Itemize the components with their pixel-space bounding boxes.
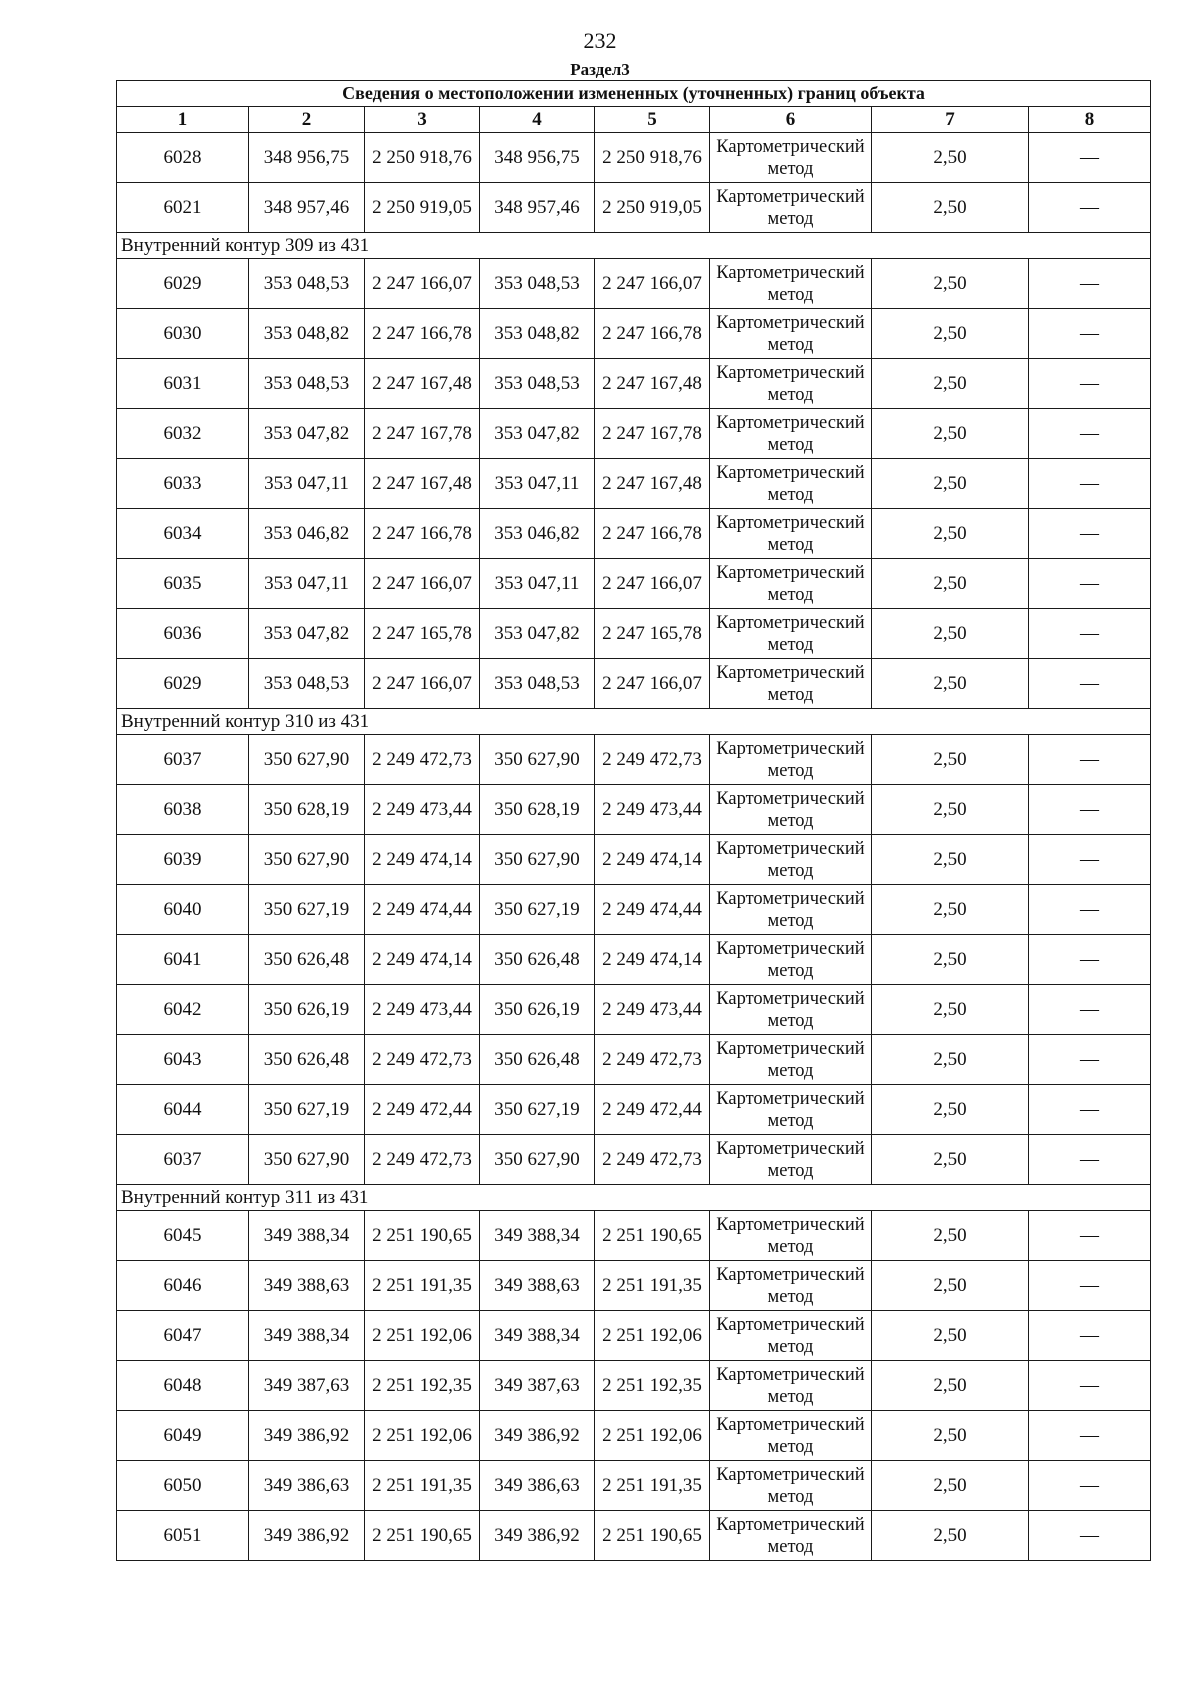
method-cell: Картометрический метод [710,409,872,459]
x-coordinate-cell: 349 388,34 [249,1311,365,1361]
x-coordinate-cell: 350 626,48 [249,935,365,985]
table-row [117,1035,1151,1085]
y-coordinate-cell: 2 251 190,65 [365,1511,480,1561]
y-coordinate-cell: 2 251 191,35 [595,1461,710,1511]
y-coordinate-cell: 2 249 474,44 [595,885,710,935]
table-row [117,359,1151,409]
table-row [117,309,1151,359]
table-row [117,559,1151,609]
x-coordinate-cell: 348 957,46 [249,183,365,233]
description-cell: — [1029,359,1151,409]
point-number-cell: 6045 [117,1211,249,1261]
accuracy-cell: 2,50 [872,1311,1029,1361]
table-row [117,1211,1151,1261]
y-coordinate-cell: 2 250 919,05 [365,183,480,233]
method-cell: Картометрический метод [710,1311,872,1361]
table-title: Сведения о местоположении измененных (уточненных) границ объекта [117,81,1151,107]
description-cell: — [1029,835,1151,885]
x-coordinate-cell: 353 047,82 [480,409,595,459]
x-coordinate-cell: 350 627,90 [249,1135,365,1185]
y-coordinate-cell: 2 251 190,65 [365,1211,480,1261]
contour-label: Внутренний контур 311 из 431 [117,1185,1151,1211]
accuracy-cell: 2,50 [872,659,1029,709]
description-cell: — [1029,1361,1151,1411]
y-coordinate-cell: 2 251 192,06 [365,1411,480,1461]
y-coordinate-cell: 2 249 474,14 [595,835,710,885]
accuracy-cell: 2,50 [872,785,1029,835]
accuracy-cell: 2,50 [872,1461,1029,1511]
x-coordinate-cell: 353 047,82 [480,609,595,659]
column-header: 2 [249,107,365,133]
y-coordinate-cell: 2 249 474,44 [365,885,480,935]
description-cell: — [1029,659,1151,709]
method-cell: Картометрический метод [710,459,872,509]
description-cell: — [1029,1261,1151,1311]
accuracy-cell: 2,50 [872,509,1029,559]
method-cell: Картометрический метод [710,1135,872,1185]
point-number-cell: 6047 [117,1311,249,1361]
page-number: 232 [583,28,617,53]
y-coordinate-cell: 2 247 166,78 [365,309,480,359]
table-row [117,133,1151,183]
y-coordinate-cell: 2 247 166,07 [365,259,480,309]
column-header: 8 [1029,107,1151,133]
x-coordinate-cell: 350 626,48 [480,935,595,985]
y-coordinate-cell: 2 247 165,78 [365,609,480,659]
x-coordinate-cell: 353 048,53 [480,259,595,309]
description-cell: — [1029,1035,1151,1085]
point-number-cell: 6046 [117,1261,249,1311]
accuracy-cell: 2,50 [872,133,1029,183]
y-coordinate-cell: 2 247 167,48 [365,359,480,409]
x-coordinate-cell: 349 388,34 [249,1211,365,1261]
method-cell: Картометрический метод [710,785,872,835]
point-number-cell: 6035 [117,559,249,609]
description-cell: — [1029,133,1151,183]
table-row [117,609,1151,659]
x-coordinate-cell: 353 047,82 [249,609,365,659]
method-cell: Картометрический метод [710,609,872,659]
method-cell: Картометрический метод [710,183,872,233]
table-row [117,1411,1151,1461]
column-header: 3 [365,107,480,133]
method-cell: Картометрический метод [710,559,872,609]
accuracy-cell: 2,50 [872,609,1029,659]
description-cell: — [1029,885,1151,935]
method-cell: Картометрический метод [710,935,872,985]
table-row [117,835,1151,885]
y-coordinate-cell: 2 251 192,06 [595,1311,710,1361]
x-coordinate-cell: 349 388,63 [480,1261,595,1311]
point-number-cell: 6031 [117,359,249,409]
x-coordinate-cell: 353 047,11 [249,559,365,609]
point-number-cell: 6029 [117,259,249,309]
point-number-cell: 6042 [117,985,249,1035]
point-number-cell: 6051 [117,1511,249,1561]
method-cell: Картометрический метод [710,1085,872,1135]
contour-header-row [117,709,1151,735]
description-cell: — [1029,309,1151,359]
y-coordinate-cell: 2 249 472,44 [365,1085,480,1135]
method-cell: Картометрический метод [710,359,872,409]
x-coordinate-cell: 350 627,19 [480,1085,595,1135]
y-coordinate-cell: 2 247 166,78 [595,509,710,559]
point-number-cell: 6029 [117,659,249,709]
x-coordinate-cell: 350 628,19 [480,785,595,835]
point-number-cell: 6048 [117,1361,249,1411]
accuracy-cell: 2,50 [872,459,1029,509]
y-coordinate-cell: 2 251 192,06 [595,1411,710,1461]
x-coordinate-cell: 353 048,82 [480,309,595,359]
x-coordinate-cell: 350 627,90 [480,835,595,885]
x-coordinate-cell: 353 047,82 [249,409,365,459]
contour-header-row [117,233,1151,259]
method-cell: Картометрический метод [710,259,872,309]
x-coordinate-cell: 349 386,92 [480,1511,595,1561]
table-row [117,785,1151,835]
description-cell: — [1029,1085,1151,1135]
x-coordinate-cell: 349 388,63 [249,1261,365,1311]
accuracy-cell: 2,50 [872,1511,1029,1561]
x-coordinate-cell: 349 388,34 [480,1311,595,1361]
y-coordinate-cell: 2 247 167,48 [595,459,710,509]
accuracy-cell: 2,50 [872,1211,1029,1261]
y-coordinate-cell: 2 249 473,44 [595,785,710,835]
x-coordinate-cell: 349 386,63 [480,1461,595,1511]
x-coordinate-cell: 350 626,19 [249,985,365,1035]
point-number-cell: 6041 [117,935,249,985]
point-number-cell: 6028 [117,133,249,183]
method-cell: Картометрический метод [710,1261,872,1311]
x-coordinate-cell: 349 386,92 [249,1511,365,1561]
point-number-cell: 6037 [117,1135,249,1185]
description-cell: — [1029,559,1151,609]
x-coordinate-cell: 350 627,90 [249,735,365,785]
x-coordinate-cell: 353 046,82 [480,509,595,559]
accuracy-cell: 2,50 [872,935,1029,985]
method-cell: Картометрический метод [710,133,872,183]
x-coordinate-cell: 349 387,63 [249,1361,365,1411]
table-row [117,183,1151,233]
table-row [117,1311,1151,1361]
y-coordinate-cell: 2 247 167,78 [595,409,710,459]
x-coordinate-cell: 350 627,90 [480,735,595,785]
x-coordinate-cell: 350 627,19 [249,885,365,935]
point-number-cell: 6040 [117,885,249,935]
accuracy-cell: 2,50 [872,309,1029,359]
table-row [117,409,1151,459]
description-cell: — [1029,785,1151,835]
point-number-cell: 6050 [117,1461,249,1511]
x-coordinate-cell: 353 048,53 [480,359,595,409]
x-coordinate-cell: 348 956,75 [249,133,365,183]
boundary-coordinates-table [116,80,1151,1561]
table-header-row [117,107,1151,133]
description-cell: — [1029,1461,1151,1511]
y-coordinate-cell: 2 249 472,73 [365,1035,480,1085]
method-cell: Картометрический метод [710,1035,872,1085]
accuracy-cell: 2,50 [872,735,1029,785]
section-title: Раздел3 [570,60,630,79]
y-coordinate-cell: 2 247 166,78 [595,309,710,359]
y-coordinate-cell: 2 249 472,73 [365,735,480,785]
x-coordinate-cell: 349 386,63 [249,1461,365,1511]
x-coordinate-cell: 353 047,11 [480,559,595,609]
accuracy-cell: 2,50 [872,559,1029,609]
accuracy-cell: 2,50 [872,1085,1029,1135]
column-header: 4 [480,107,595,133]
method-cell: Картометрический метод [710,885,872,935]
accuracy-cell: 2,50 [872,1035,1029,1085]
point-number-cell: 6038 [117,785,249,835]
y-coordinate-cell: 2 251 191,35 [365,1461,480,1511]
y-coordinate-cell: 2 251 191,35 [365,1261,480,1311]
point-number-cell: 6036 [117,609,249,659]
x-coordinate-cell: 348 957,46 [480,183,595,233]
x-coordinate-cell: 353 047,11 [480,459,595,509]
x-coordinate-cell: 353 047,11 [249,459,365,509]
method-cell: Картометрический метод [710,735,872,785]
contour-label: Внутренний контур 310 из 431 [117,709,1151,735]
method-cell: Картометрический метод [710,659,872,709]
y-coordinate-cell: 2 250 918,76 [365,133,480,183]
description-cell: — [1029,609,1151,659]
accuracy-cell: 2,50 [872,1361,1029,1411]
x-coordinate-cell: 350 626,19 [480,985,595,1035]
point-number-cell: 6021 [117,183,249,233]
x-coordinate-cell: 350 628,19 [249,785,365,835]
accuracy-cell: 2,50 [872,885,1029,935]
x-coordinate-cell: 350 627,19 [480,885,595,935]
description-cell: — [1029,409,1151,459]
method-cell: Картометрический метод [710,985,872,1035]
table-row [117,1261,1151,1311]
x-coordinate-cell: 353 048,53 [249,259,365,309]
y-coordinate-cell: 2 247 166,78 [365,509,480,559]
accuracy-cell: 2,50 [872,259,1029,309]
y-coordinate-cell: 2 249 474,14 [595,935,710,985]
x-coordinate-cell: 353 048,82 [249,309,365,359]
method-cell: Картометрический метод [710,835,872,885]
table-row [117,885,1151,935]
y-coordinate-cell: 2 249 473,44 [595,985,710,1035]
contour-label: Внутренний контур 309 из 431 [117,233,1151,259]
y-coordinate-cell: 2 249 473,44 [365,785,480,835]
description-cell: — [1029,1511,1151,1561]
table-row [117,259,1151,309]
y-coordinate-cell: 2 251 192,35 [595,1361,710,1411]
point-number-cell: 6032 [117,409,249,459]
x-coordinate-cell: 348 956,75 [480,133,595,183]
y-coordinate-cell: 2 251 190,65 [595,1511,710,1561]
x-coordinate-cell: 350 627,19 [249,1085,365,1135]
description-cell: — [1029,1211,1151,1261]
y-coordinate-cell: 2 247 166,07 [595,559,710,609]
y-coordinate-cell: 2 247 165,78 [595,609,710,659]
table-row [117,735,1151,785]
x-coordinate-cell: 350 626,48 [480,1035,595,1085]
point-number-cell: 6044 [117,1085,249,1135]
y-coordinate-cell: 2 251 191,35 [595,1261,710,1311]
y-coordinate-cell: 2 249 472,73 [365,1135,480,1185]
method-cell: Картометрический метод [710,1361,872,1411]
x-coordinate-cell: 353 048,53 [249,359,365,409]
y-coordinate-cell: 2 247 166,07 [595,259,710,309]
y-coordinate-cell: 2 251 192,06 [365,1311,480,1361]
table-row [117,1085,1151,1135]
y-coordinate-cell: 2 251 192,35 [365,1361,480,1411]
y-coordinate-cell: 2 247 166,07 [595,659,710,709]
point-number-cell: 6037 [117,735,249,785]
x-coordinate-cell: 349 386,92 [249,1411,365,1461]
y-coordinate-cell: 2 249 474,14 [365,935,480,985]
description-cell: — [1029,259,1151,309]
y-coordinate-cell: 2 249 473,44 [365,985,480,1035]
accuracy-cell: 2,50 [872,835,1029,885]
description-cell: — [1029,735,1151,785]
x-coordinate-cell: 353 048,53 [480,659,595,709]
x-coordinate-cell: 353 048,53 [249,659,365,709]
x-coordinate-cell: 349 386,92 [480,1411,595,1461]
point-number-cell: 6039 [117,835,249,885]
y-coordinate-cell: 2 247 166,07 [365,559,480,609]
point-number-cell: 6030 [117,309,249,359]
y-coordinate-cell: 2 249 472,73 [595,735,710,785]
y-coordinate-cell: 2 247 167,48 [595,359,710,409]
table-row [117,509,1151,559]
column-header: 6 [710,107,872,133]
y-coordinate-cell: 2 247 166,07 [365,659,480,709]
y-coordinate-cell: 2 249 474,14 [365,835,480,885]
y-coordinate-cell: 2 249 472,73 [595,1135,710,1185]
table-row [117,985,1151,1035]
column-header: 7 [872,107,1029,133]
y-coordinate-cell: 2 249 472,73 [595,1035,710,1085]
table-row [117,1511,1151,1561]
x-coordinate-cell: 350 627,90 [480,1135,595,1185]
accuracy-cell: 2,50 [872,183,1029,233]
y-coordinate-cell: 2 247 167,78 [365,409,480,459]
table-row [117,659,1151,709]
point-number-cell: 6033 [117,459,249,509]
table-row [117,1361,1151,1411]
accuracy-cell: 2,50 [872,1411,1029,1461]
description-cell: — [1029,1311,1151,1361]
x-coordinate-cell: 349 388,34 [480,1211,595,1261]
point-number-cell: 6034 [117,509,249,559]
description-cell: — [1029,509,1151,559]
point-number-cell: 6043 [117,1035,249,1085]
method-cell: Картометрический метод [710,509,872,559]
description-cell: — [1029,985,1151,1035]
method-cell: Картометрический метод [710,1411,872,1461]
accuracy-cell: 2,50 [872,359,1029,409]
table-row [117,935,1151,985]
method-cell: Картометрический метод [710,1461,872,1511]
accuracy-cell: 2,50 [872,1135,1029,1185]
table-row [117,1461,1151,1511]
y-coordinate-cell: 2 250 919,05 [595,183,710,233]
accuracy-cell: 2,50 [872,985,1029,1035]
description-cell: — [1029,459,1151,509]
contour-header-row [117,1185,1151,1211]
y-coordinate-cell: 2 250 918,76 [595,133,710,183]
point-number-cell: 6049 [117,1411,249,1461]
column-header: 1 [117,107,249,133]
description-cell: — [1029,1135,1151,1185]
method-cell: Картометрический метод [710,1211,872,1261]
table-title-row [117,81,1151,107]
y-coordinate-cell: 2 249 472,44 [595,1085,710,1135]
column-header: 5 [595,107,710,133]
accuracy-cell: 2,50 [872,409,1029,459]
method-cell: Картометрический метод [710,1511,872,1561]
x-coordinate-cell: 350 626,48 [249,1035,365,1085]
description-cell: — [1029,935,1151,985]
x-coordinate-cell: 353 046,82 [249,509,365,559]
x-coordinate-cell: 350 627,90 [249,835,365,885]
table-body [117,133,1151,1561]
table-row [117,459,1151,509]
description-cell: — [1029,183,1151,233]
y-coordinate-cell: 2 247 167,48 [365,459,480,509]
y-coordinate-cell: 2 251 190,65 [595,1211,710,1261]
method-cell: Картометрический метод [710,309,872,359]
description-cell: — [1029,1411,1151,1461]
x-coordinate-cell: 349 387,63 [480,1361,595,1411]
accuracy-cell: 2,50 [872,1261,1029,1311]
table-row [117,1135,1151,1185]
